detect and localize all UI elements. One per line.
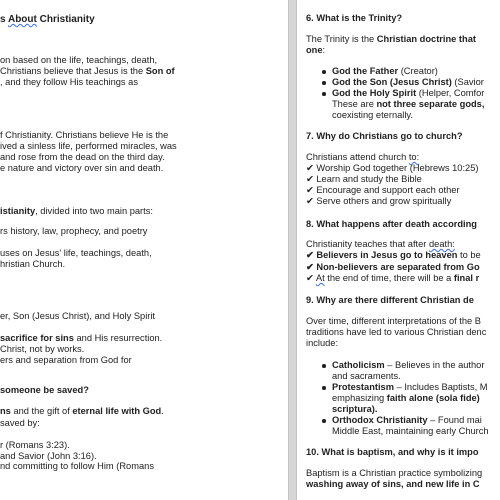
list-item: Protestantism – Includes Baptists, M	[332, 382, 488, 392]
body-line: ers and separation from God for	[0, 355, 132, 365]
body-line: er, Son (Jesus Christ), and Holy Spirit	[0, 311, 156, 321]
body-line: Baptism is a Christian practice symbolizing	[306, 468, 483, 478]
bullet-icon	[322, 419, 326, 423]
body-line: Christianity teaches that after death:	[306, 239, 455, 249]
section-heading: 6. What is the Trinity?	[306, 13, 403, 23]
body-line: hristian Church.	[0, 259, 66, 269]
checklist-item: ✔ Serve others and grow spiritually	[306, 196, 452, 206]
body-line: r (Romans 3:23).	[0, 440, 70, 450]
body-line: Middle East, maintaining early Church	[332, 426, 489, 436]
body-line: The Trinity is the Christian doctrine that	[306, 34, 476, 44]
checklist-item: ✔ Believers in Jesus go to heaven to be	[306, 250, 481, 260]
body-line: rs history, law, prophecy, and poetry	[0, 226, 148, 236]
list-item: God the Son (Jesus Christ) (Savior	[332, 77, 484, 87]
body-line: saved by:	[0, 418, 40, 428]
body-line: and rose from the dead on the third day.	[0, 152, 165, 162]
body-line: include:	[306, 338, 339, 348]
body-line: on based on the life, teachings, death,	[0, 55, 158, 65]
bullet-icon	[322, 364, 326, 368]
body-line: Christians believe that Jesus is the Son of	[0, 66, 175, 76]
body-line: and Savior (John 3:16).	[0, 451, 97, 461]
body-line: one:	[306, 45, 326, 55]
body-line: washing away of sins, and new life in C	[306, 479, 480, 489]
list-item: Catholicism – Believes in the author	[332, 360, 485, 370]
body-line: e nature and victory over sin and death.	[0, 163, 164, 173]
body-line: sacrifice for sins and His resurrection.	[0, 333, 163, 343]
body-line: nd committing to follow Him (Romans	[0, 461, 154, 471]
page-gutter	[288, 0, 297, 500]
right-page	[297, 0, 500, 500]
body-line: These are not three separate gods,	[332, 99, 485, 109]
bullet-icon	[322, 70, 326, 74]
body-line: coexisting eternally.	[332, 110, 413, 120]
body-line: traditions have led to various Christian denc	[306, 327, 487, 337]
section-heading: 9. Why are there different Christian de	[306, 295, 474, 305]
checklist-item: ✔ Non-believers are separated from Go	[306, 262, 480, 272]
body-line: and sacraments.	[332, 371, 401, 381]
body-line: Over time, different interpretations of the B	[306, 316, 482, 326]
body-line: uses on Jesus' life, teachings, death,	[0, 248, 152, 258]
body-line: emphasizing faith alone (sola fide)	[332, 393, 480, 403]
section-heading: 8. What happens after death according	[306, 219, 477, 229]
body-line: scriptura).	[332, 404, 378, 414]
section-heading: someone be saved?	[0, 385, 89, 395]
body-line: Christians attend church to:	[306, 152, 420, 162]
checklist-item: ✔ Learn and study the Bible	[306, 174, 422, 184]
body-line: f Christianity. Christians believe He is the	[0, 130, 169, 140]
bullet-icon	[322, 92, 326, 96]
body-line: istianity, divided into two main parts:	[0, 206, 153, 216]
section-heading: 10. What is baptism, and why is it impo	[306, 447, 479, 457]
bullet-icon	[322, 81, 326, 85]
checklist-item: ✔ Worship God together (Hebrews 10:25)	[306, 163, 479, 173]
list-item: God the Father (Creator)	[332, 66, 438, 76]
list-item: God the Holy Spirit (Helper, Comfor	[332, 88, 485, 98]
checklist-item: ✔ Encourage and support each other	[306, 185, 460, 195]
body-line: ns and the gift of eternal life with God.	[0, 406, 164, 416]
list-item: Orthodox Christianity – Found mai	[332, 415, 482, 425]
page-title: s About Christianity	[0, 14, 95, 25]
bullet-icon	[322, 386, 326, 390]
section-heading: 7. Why do Christians go to church?	[306, 131, 463, 141]
checklist-item: ✔ At the end of time, there will be a final r	[306, 273, 480, 283]
body-line: , and they follow His teachings as	[0, 77, 138, 87]
body-line: ived a sinless life, performed miracles, was	[0, 141, 177, 151]
body-line: Christ, not by works.	[0, 344, 85, 354]
